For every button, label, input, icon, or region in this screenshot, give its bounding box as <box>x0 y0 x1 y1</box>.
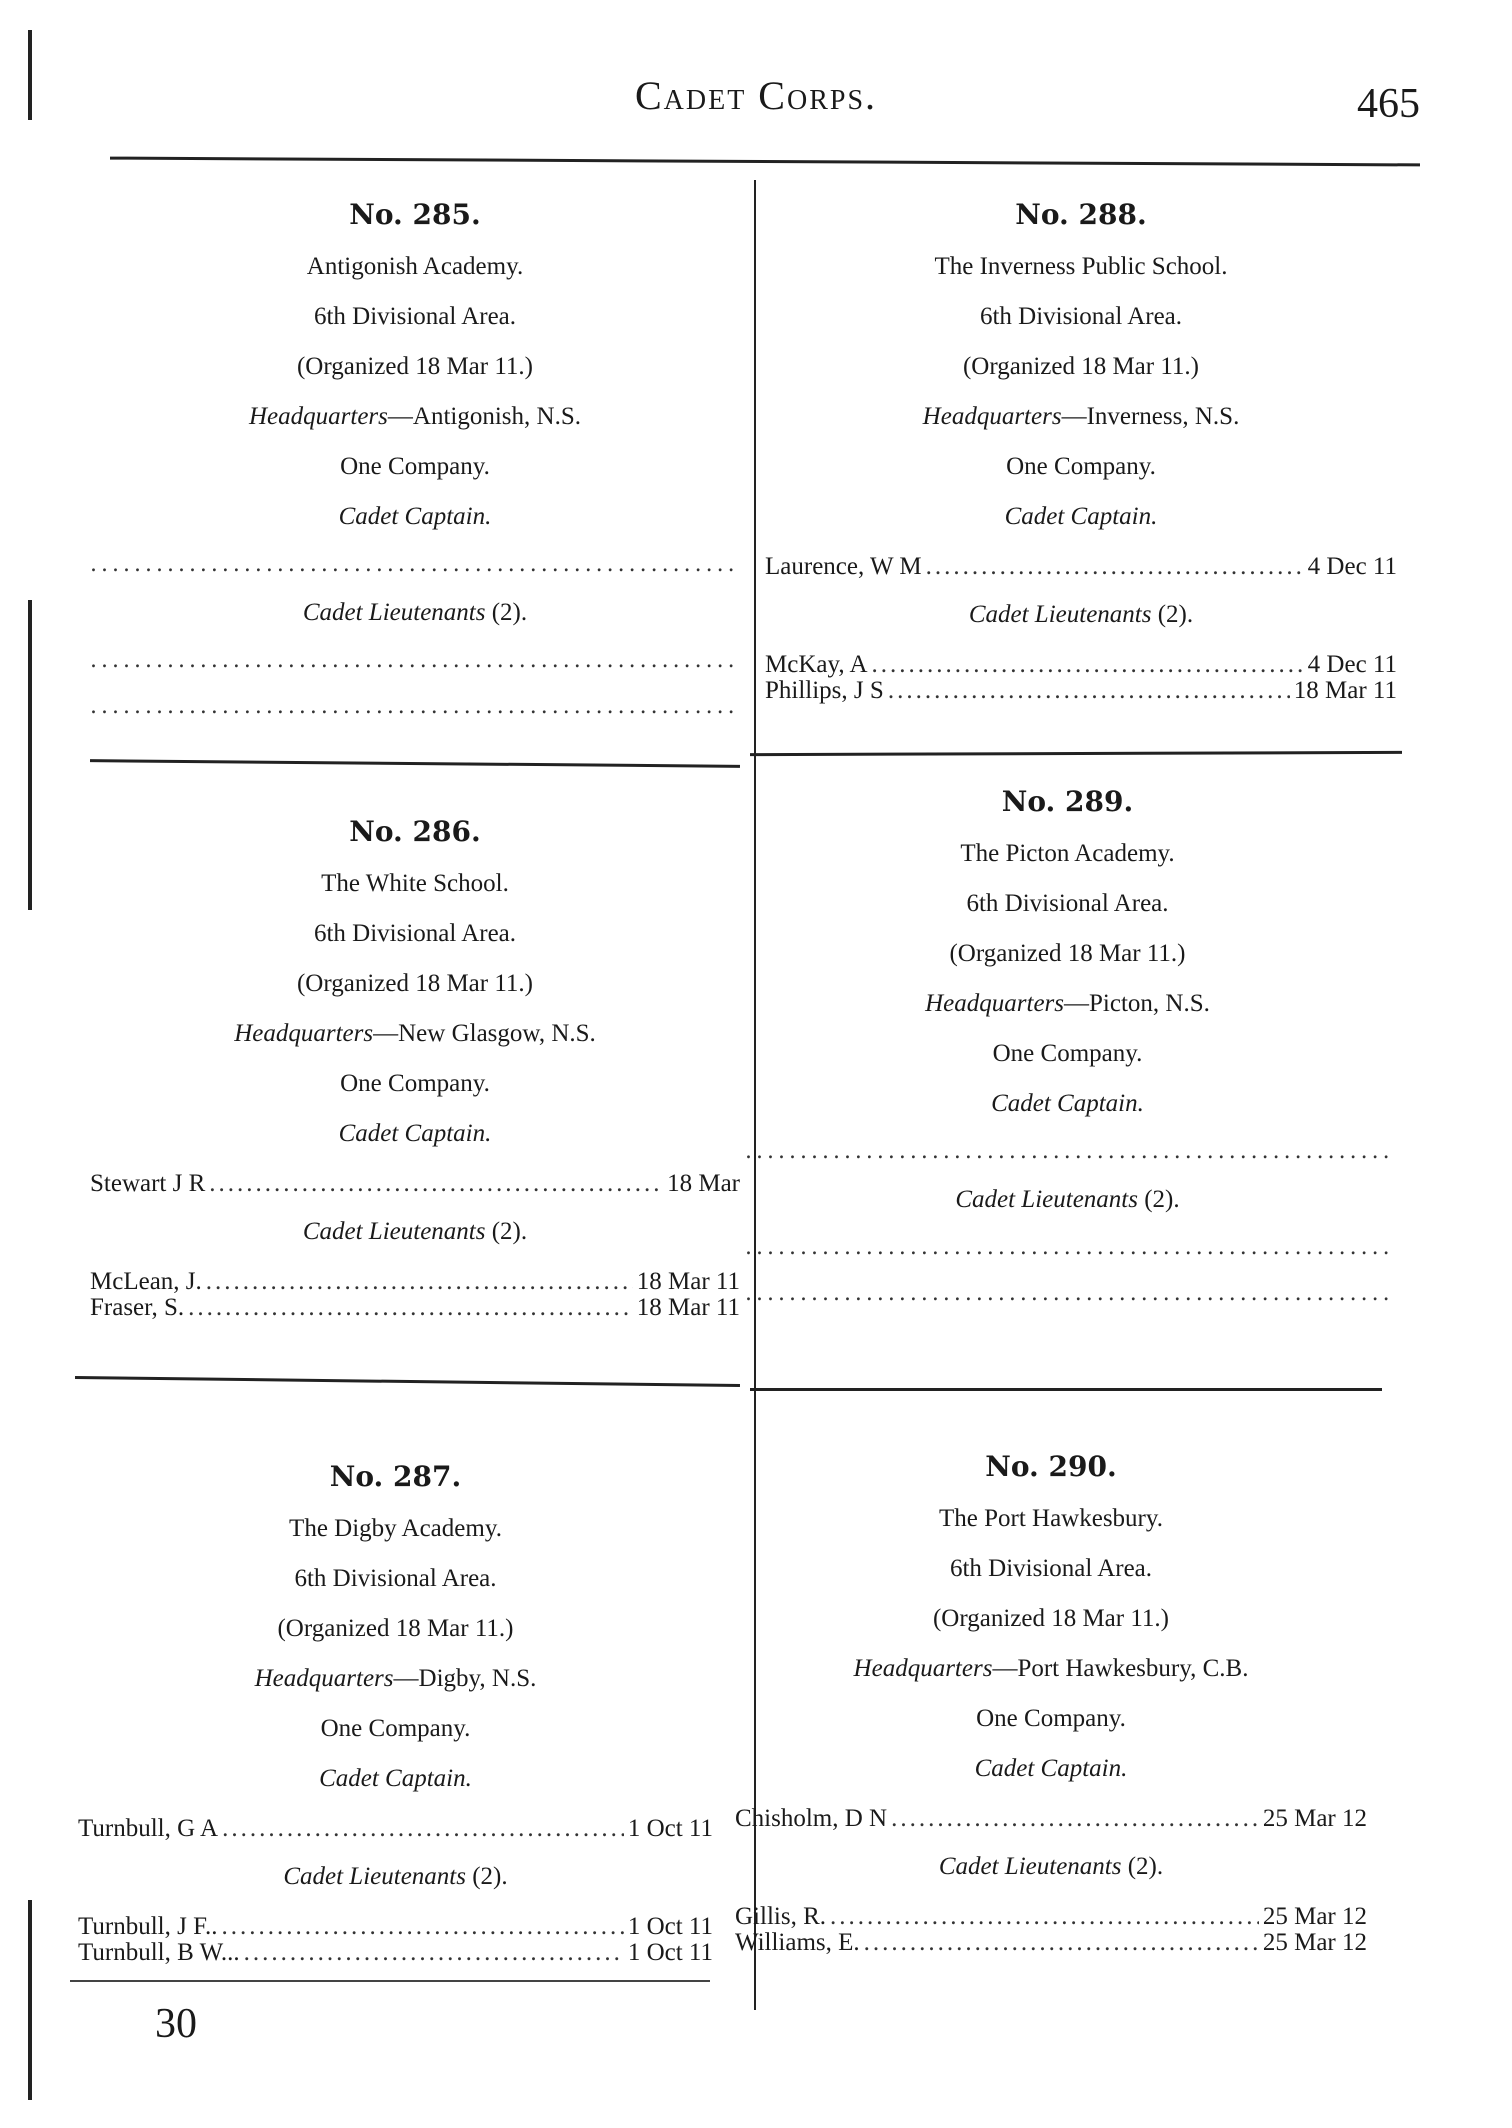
divisional-area: 6th Divisional Area. <box>979 303 1183 330</box>
blank-entry-dots <box>745 1225 1390 1271</box>
organized-date: (Organized 18 Mar 11.) <box>277 1615 514 1642</box>
corps-section <box>90 188 740 730</box>
headquarters <box>745 979 1390 1029</box>
dot-leader <box>244 1940 624 1966</box>
headquarters-label: Headquarters <box>853 1655 993 1682</box>
captain-list <box>765 542 1397 590</box>
captain-heading: Cadet Captain. <box>974 1755 1128 1782</box>
organized-date: (Organized 18 Mar 11.) <box>932 1605 1170 1632</box>
corps-number: No. 288. <box>1015 198 1147 231</box>
blank-entry-dots <box>745 1271 1390 1317</box>
divisional-area: 6th Divisional Area. <box>313 303 517 330</box>
lieutenant-name: Phillips, J S <box>765 677 884 704</box>
corps-section <box>78 1450 713 1966</box>
corps-number: No. 287. <box>329 1460 462 1493</box>
corps-number: No. 289. <box>1001 785 1134 818</box>
lieutenants-count: (2). <box>1127 1853 1164 1880</box>
lieutenants-count: (2). <box>1157 601 1194 628</box>
binding-mark <box>28 30 32 120</box>
corps-number: No. 285. <box>349 198 481 231</box>
blank-entry-dots <box>90 638 740 684</box>
school-name: The Inverness Public School. <box>934 253 1228 280</box>
captain-heading: Cadet Captain. <box>1004 503 1158 530</box>
headquarters <box>765 392 1397 442</box>
lieutenants-heading <box>735 1842 1367 1892</box>
dot-leader <box>864 1930 1259 1956</box>
corps-number: No. 290. <box>985 1450 1117 1483</box>
lieutenant-date: 1 Oct 11 <box>627 1913 713 1940</box>
captain-name: Stewart J R <box>90 1170 206 1197</box>
captain-name: Laurence, W M <box>765 553 922 580</box>
dot-leader <box>872 652 1304 678</box>
section-separator <box>75 1376 740 1387</box>
headquarters-place: —Antigonish, N.S. <box>387 403 581 430</box>
divisional-area: 6th Divisional Area. <box>966 890 1169 917</box>
lieutenants-heading-label: Cadet Lieutenants <box>283 1863 466 1890</box>
section-separator <box>750 1388 1382 1391</box>
lieutenants-count: (2). <box>1144 1186 1180 1213</box>
dot-leader <box>209 1171 663 1197</box>
headquarters-label: Headquarters <box>249 403 388 430</box>
school-name: The White School. <box>321 870 509 897</box>
headquarters-place: —Digby, N.S. <box>393 1665 537 1692</box>
section-separator <box>750 751 1402 756</box>
headquarters <box>90 392 740 442</box>
lieutenant-date: 25 Mar 12 <box>1262 1929 1367 1956</box>
company-count: One Company. <box>992 1040 1143 1067</box>
company-count: One Company. <box>340 453 490 480</box>
headquarters-label: Headquarters <box>922 403 1062 430</box>
lieutenant-entry <box>78 1940 713 1966</box>
dot-leader <box>206 1269 633 1295</box>
captain-entry <box>765 554 1397 580</box>
blank-entry-dots <box>90 542 740 588</box>
lieutenant-name: Turnbull, J F.. <box>78 1913 218 1940</box>
lieutenant-name: McLean, J. <box>90 1268 202 1295</box>
lieutenants-heading <box>765 590 1397 640</box>
lieutenant-entry <box>735 1930 1367 1956</box>
company-count: One Company. <box>976 1705 1126 1732</box>
school-name: Antigonish Academy. <box>306 253 524 280</box>
lieutenant-name: Fraser, S. <box>90 1294 185 1321</box>
dot-leader <box>888 678 1290 704</box>
lieutenants-count: (2). <box>491 599 528 626</box>
dot-leader <box>188 1295 633 1321</box>
lieutenant-list <box>78 1902 713 1966</box>
dot-leader <box>222 1914 624 1940</box>
headquarters-place: —New Glasgow, N.S. <box>373 1020 596 1047</box>
divisional-area: 6th Divisional Area. <box>294 1565 497 1592</box>
lieutenant-name: Williams, E. <box>735 1929 860 1956</box>
captain-heading: Cadet Captain. <box>319 1765 472 1792</box>
binding-mark <box>28 1900 32 2100</box>
lieutenants-count: (2). <box>491 1218 528 1245</box>
lieutenant-name: Turnbull, B W... <box>78 1939 240 1966</box>
captain-heading: Cadet Captain. <box>338 503 492 530</box>
organized-date: (Organized 18 Mar 11.) <box>949 940 1186 967</box>
lieutenants-heading <box>745 1175 1390 1225</box>
lieutenant-name: McKay, A <box>765 651 868 678</box>
headquarters-place: —Port Hawkesbury, C.B. <box>992 1655 1249 1682</box>
lieutenant-entry <box>78 1914 713 1940</box>
dot-leader <box>926 554 1304 580</box>
corps-number: No. 286. <box>349 815 481 848</box>
lieutenants-heading-label: Cadet Lieutenants <box>302 599 486 626</box>
dot-leader <box>891 1806 1259 1832</box>
organized-date: (Organized 18 Mar 11.) <box>296 353 534 380</box>
lieutenant-entry <box>735 1904 1367 1930</box>
blank-entry-dots <box>90 684 740 730</box>
headquarters <box>735 1644 1367 1694</box>
captain-heading: Cadet Captain. <box>991 1090 1144 1117</box>
captain-name: Chisholm, D N <box>735 1805 888 1832</box>
headquarters-place: —Inverness, N.S. <box>1061 403 1240 430</box>
binding-mark <box>28 600 32 910</box>
company-count: One Company. <box>340 1070 490 1097</box>
company-count: One Company. <box>1006 453 1156 480</box>
lieutenants-heading-label: Cadet Lieutenants <box>938 1853 1122 1880</box>
headquarters-label: Headquarters <box>925 990 1065 1017</box>
dot-leader <box>222 1816 624 1842</box>
lieutenant-date: 18 Mar 11 <box>636 1294 740 1321</box>
lieutenants-heading-label: Cadet Lieutenants <box>302 1218 486 1245</box>
divisional-area: 6th Divisional Area. <box>949 1555 1153 1582</box>
organized-date: (Organized 18 Mar 11.) <box>962 353 1200 380</box>
corps-section <box>735 1440 1367 1956</box>
headquarters <box>90 1009 740 1059</box>
school-name: The Digby Academy. <box>289 1515 502 1542</box>
captain-date: 4 Dec 11 <box>1307 553 1397 580</box>
captain-date: 25 Mar 12 <box>1262 1805 1367 1832</box>
page-number: 465 <box>1357 81 1420 127</box>
captain-list <box>78 1804 713 1852</box>
lieutenants-heading <box>90 588 740 638</box>
page-title: Cadet Corps. <box>634 73 878 118</box>
lieutenants-heading-label: Cadet Lieutenants <box>968 601 1152 628</box>
lieutenant-date: 1 Oct 11 <box>627 1939 713 1966</box>
corps-section <box>90 805 740 1321</box>
captain-date: 18 Mar <box>667 1170 740 1197</box>
lieutenant-entry <box>90 1269 740 1295</box>
lieutenant-list <box>735 1892 1367 1956</box>
lieutenant-entry <box>765 652 1397 678</box>
lieutenant-entry <box>90 1295 740 1321</box>
footer-rule <box>70 1980 710 1982</box>
company-count: One Company. <box>320 1715 471 1742</box>
lieutenant-date: 18 Mar 11 <box>1293 677 1397 704</box>
headquarters <box>78 1654 713 1704</box>
captain-entry <box>735 1806 1367 1832</box>
headquarters-label: Headquarters <box>234 1020 374 1047</box>
lieutenants-heading <box>90 1207 740 1257</box>
captain-list <box>735 1794 1367 1842</box>
lieutenant-entry <box>765 678 1397 704</box>
corps-section <box>745 775 1390 1317</box>
captain-name: Turnbull, G A <box>78 1815 219 1842</box>
lieutenant-list <box>90 1257 740 1321</box>
headquarters-label: Headquarters <box>254 1665 394 1692</box>
header-rule <box>110 157 1420 167</box>
blank-entry-dots <box>745 1129 1390 1175</box>
dot-leader <box>830 1904 1259 1930</box>
lieutenant-date: 25 Mar 12 <box>1262 1903 1367 1930</box>
captain-date: 1 Oct 11 <box>627 1815 713 1842</box>
lieutenants-heading-label: Cadet Lieutenants <box>955 1186 1138 1213</box>
section-separator <box>90 759 740 768</box>
lieutenants-heading <box>78 1852 713 1902</box>
captain-entry <box>90 1171 740 1197</box>
signature-number: 30 <box>155 2001 197 2047</box>
corps-section <box>765 188 1397 704</box>
divisional-area: 6th Divisional Area. <box>313 920 517 947</box>
lieutenant-list <box>765 640 1397 704</box>
school-name: The Port Hawkesbury. <box>938 1505 1164 1532</box>
lieutenant-name: Gillis, R. <box>735 1903 826 1930</box>
headquarters-place: —Picton, N.S. <box>1064 990 1210 1017</box>
captain-list <box>90 1159 740 1207</box>
organized-date: (Organized 18 Mar 11.) <box>296 970 534 997</box>
captain-heading: Cadet Captain. <box>338 1120 492 1147</box>
lieutenants-count: (2). <box>472 1863 508 1890</box>
school-name: The Picton Academy. <box>960 840 1175 867</box>
lieutenant-date: 18 Mar 11 <box>636 1268 740 1295</box>
lieutenant-date: 4 Dec 11 <box>1307 651 1397 678</box>
captain-entry <box>78 1816 713 1842</box>
